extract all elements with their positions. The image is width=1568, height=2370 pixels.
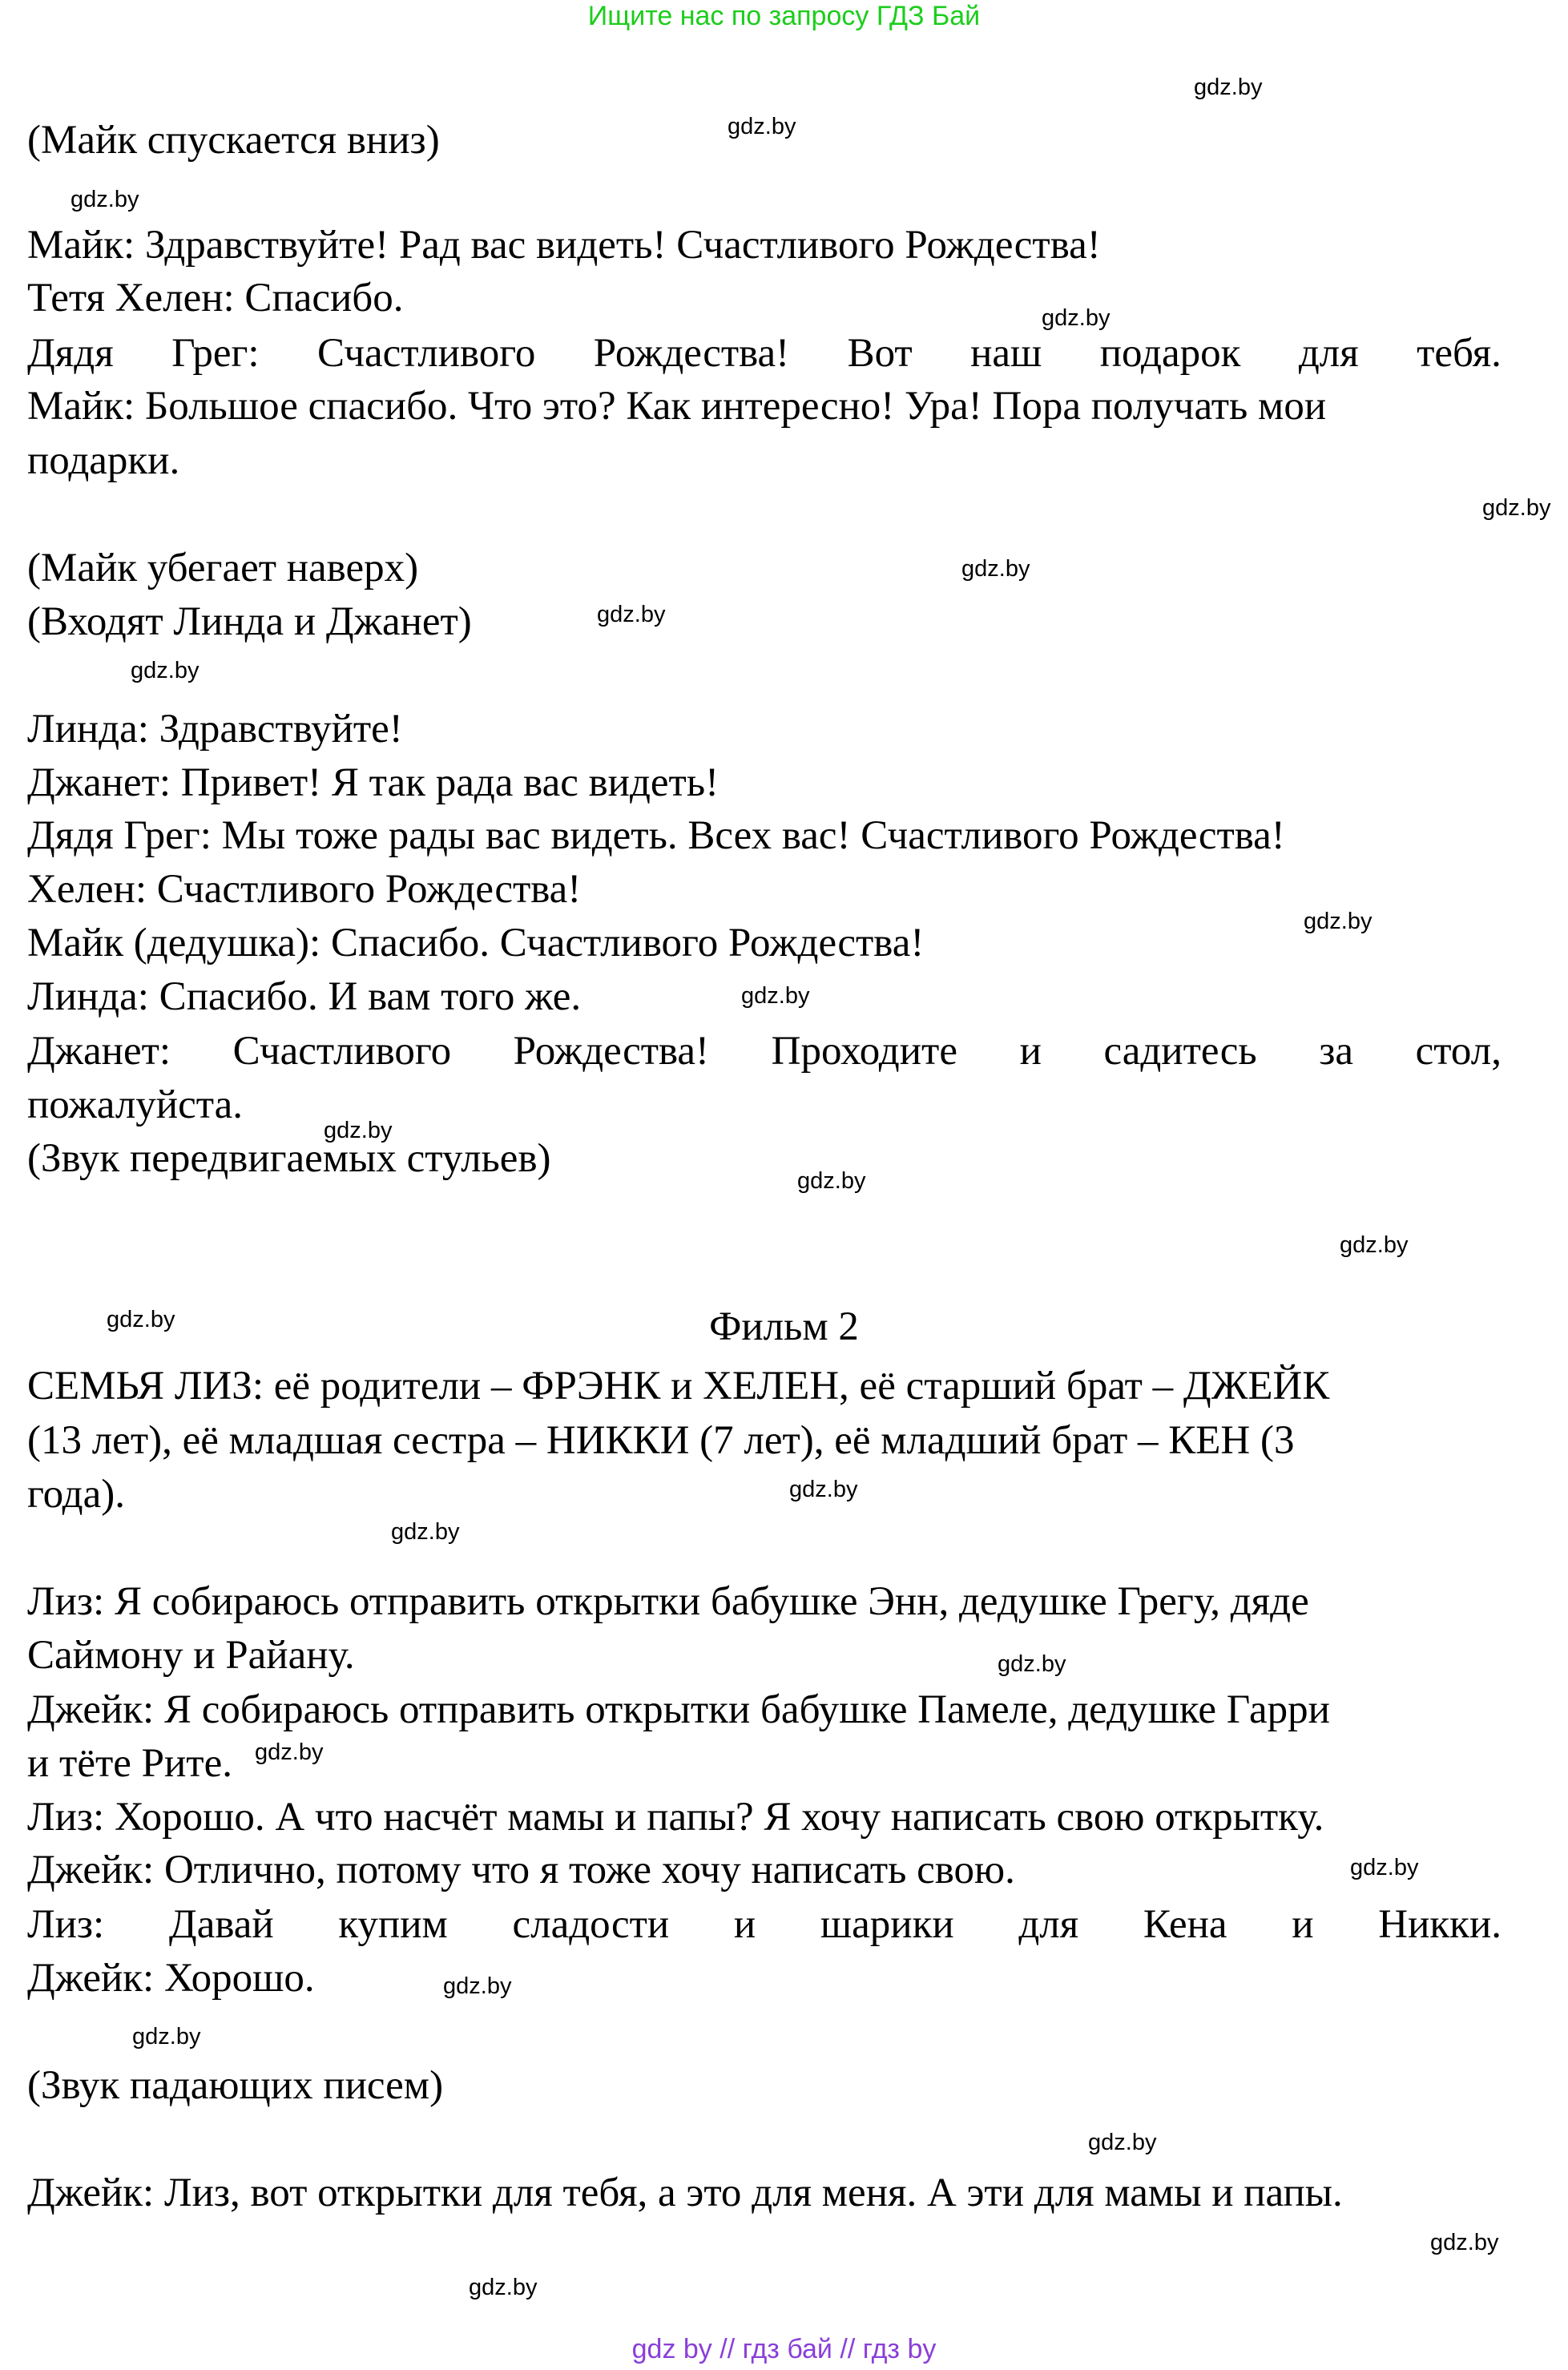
dialogue-line: Джанет: Привет! Я так рада вас видеть! — [27, 760, 720, 805]
watermark: gdz.by — [132, 2024, 201, 2050]
paragraph-line: СЕМЬЯ ЛИЗ: её родители – ФРЭНК и ХЕЛЕН, её старший брат – ДЖЕЙК — [27, 1364, 1330, 1409]
dialogue-line: Джейк: Лиз, вот открытки для тебя, а это для меня. А эти для мамы и папы. — [27, 2170, 1343, 2215]
watermark: gdz.by — [107, 1307, 175, 1332]
header-search-link[interactable]: Ищите нас по запросу ГДЗ Бай — [587, 1, 981, 31]
dialogue-line: Саймону и Райану. — [27, 1633, 355, 1678]
dialogue-line: Майк: Здравствуйте! Рад вас видеть! Счастливого Рождества! — [27, 223, 1101, 268]
footer-links[interactable]: gdz by // гдз бай // гдз by — [631, 2334, 937, 2364]
watermark: gdz.by — [1304, 909, 1373, 934]
dialogue-line: Лиз: Хорошо. А что насчёт мамы и папы? Я хочу написать свою открытку. — [27, 1795, 1324, 1840]
watermark: gdz.by — [998, 1651, 1066, 1677]
watermark: gdz.by — [728, 114, 796, 139]
dialogue-line: Линда: Здравствуйте! — [27, 707, 403, 752]
watermark: gdz.by — [71, 187, 139, 212]
watermark: gdz.by — [131, 658, 200, 683]
watermark: gdz.by — [597, 602, 666, 627]
dialogue-line-justified: Лиз: Давай купим сладости и шарики для Кена и Никки. — [27, 1902, 1501, 1947]
watermark: gdz.by — [789, 1477, 858, 1502]
dialogue-line: Лиз: Я собираюсь отправить открытки бабушке Энн, дедушке Грегу, дяде — [27, 1579, 1309, 1624]
watermark: gdz.by — [1340, 1232, 1409, 1258]
dialogue-line: Линда: Спасибо. И вам того же. — [27, 974, 582, 1019]
dialogue-line-justified: Джанет: Счастливого Рождества! Проходите и садитесь за стол, — [27, 1029, 1501, 1074]
watermark: gdz.by — [443, 1973, 512, 1999]
dialogue-line: пожалуйста. — [27, 1082, 244, 1127]
dialogue-line: Хелен: Счастливого Рождества! — [27, 867, 582, 912]
watermark: gdz.by — [1194, 75, 1263, 100]
watermark: gdz.by — [1042, 305, 1110, 331]
stage-direction: (Входят Линда и Джанет) — [27, 599, 472, 644]
watermark: gdz.by — [797, 1168, 866, 1194]
dialogue-line: Дядя Грег: Мы тоже рады вас видеть. Всех вас! Счастливого Рождества! — [27, 813, 1285, 858]
stage-direction: (Майк убегает наверх) — [27, 546, 419, 590]
stage-direction: (Звук передвигаемых стульев) — [27, 1136, 551, 1181]
watermark: gdz.by — [469, 2275, 538, 2300]
watermark: gdz.by — [1430, 2230, 1499, 2255]
dialogue-line: Джейк: Отлично, потому что я тоже хочу написать свою. — [27, 1848, 1015, 1892]
watermark: gdz.by — [255, 1739, 324, 1765]
dialogue-line: Майк: Большое спасибо. Что это? Как интересно! Ура! Пора получать мои — [27, 384, 1327, 429]
watermark: gdz.by — [1088, 2130, 1157, 2155]
watermark: gdz.by — [391, 1519, 460, 1545]
watermark: gdz.by — [1482, 495, 1551, 521]
paragraph-line: (13 лет), её младшая сестра – НИККИ (7 лет), её младший брат – КЕН (3 — [27, 1418, 1295, 1463]
dialogue-line: Джейк: Я собираюсь отправить открытки бабушке Памеле, дедушке Гарри — [27, 1687, 1330, 1732]
stage-direction: (Звук падающих писем) — [27, 2063, 444, 2108]
dialogue-line-justified: Дядя Грег: Счастливого Рождества! Вот наш подарок для тебя. — [27, 331, 1501, 376]
dialogue-line: Тетя Хелен: Спасибо. — [27, 276, 404, 320]
watermark: gdz.by — [741, 983, 810, 1009]
watermark: gdz.by — [961, 556, 1030, 582]
dialogue-line: Майк (дедушка): Спасибо. Счастливого Рождества! — [27, 921, 925, 965]
watermark: gdz.by — [1350, 1855, 1419, 1880]
watermark: gdz.by — [324, 1118, 393, 1143]
paragraph-line: года). — [27, 1472, 125, 1517]
section-title: Фильм 2 — [709, 1304, 859, 1349]
dialogue-line: подарки. — [27, 438, 180, 483]
stage-direction: (Майк спускается вниз) — [27, 118, 440, 163]
dialogue-line: Джейк: Хорошо. — [27, 1956, 315, 2001]
dialogue-line: и тёте Рите. — [27, 1741, 232, 1786]
